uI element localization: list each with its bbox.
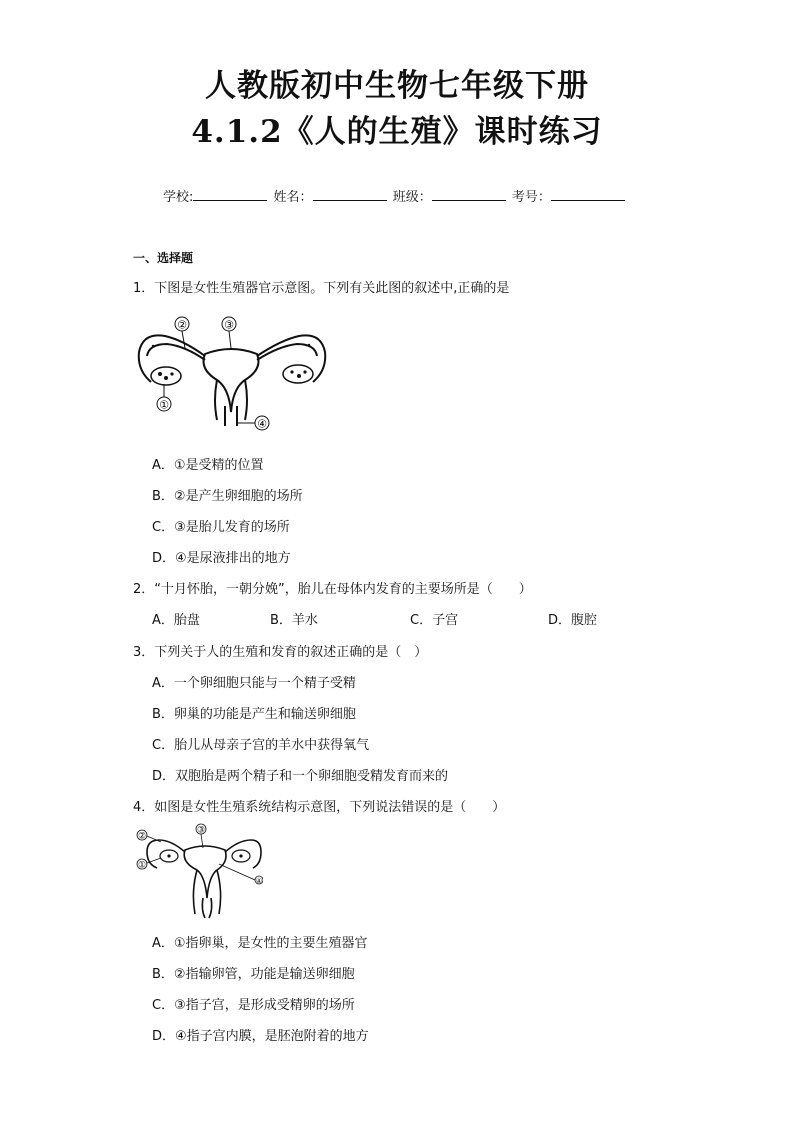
question-3-option-d: D．双胞胎是两个精子和一个卵细胞受精发育而来的 [152, 769, 449, 784]
school-label: 学校: [163, 190, 194, 205]
question-2-option-a: A．胎盘 [152, 613, 200, 628]
page-title-line1: 人教版初中生物七年级下册 [205, 68, 589, 104]
question-3-option-b: B．卵巢的功能是产生和输送卵细胞 [152, 707, 356, 722]
figure-female-reproductive-system-4 [133, 822, 263, 922]
name-blank[interactable] [313, 188, 387, 201]
question-1-stem: 1．下图是女性生殖器官示意图。下列有关此图的叙述中,正确的是 [133, 281, 510, 296]
question-2-option-c: C．子宫 [410, 613, 459, 628]
figure-4-label-3: ③ [196, 825, 206, 836]
figure-1-label-3: ③ [224, 318, 234, 332]
question-4-option-c: C．③指子宫，是形成受精卵的场所 [152, 998, 355, 1013]
figure-4-label-1: ① [137, 860, 147, 871]
figure-female-reproductive-organs-1 [133, 314, 333, 434]
exam-number-label: 考号： [511, 190, 551, 205]
question-3-option-c: C．胎儿从母亲子宫的羊水中获得氧气 [152, 738, 370, 753]
question-1-option-c: C．③是胎儿发育的场所 [152, 520, 290, 535]
figure-1-label-4: ④ [257, 417, 267, 431]
question-2-option-d: D．腹腔 [548, 613, 598, 628]
exam-number-blank[interactable] [551, 188, 625, 201]
question-4-stem: 4．如图是女性生殖系统结构示意图，下列说法错误的是（ ） [133, 800, 506, 815]
figure-4-label-4: ④ [255, 877, 263, 885]
question-2-stem: 2．“十月怀胎，一朝分娩”，胎儿在母体内发育的主要场所是（ ） [133, 582, 532, 597]
figure-4-label-2: ② [137, 831, 147, 842]
figure-1-label-1: ① [159, 398, 169, 412]
class-blank[interactable] [432, 188, 506, 201]
school-blank[interactable] [193, 188, 267, 201]
page-title-line2: 4.1.2《人的生殖》课时练习 [191, 114, 603, 150]
class-label: 班级： [392, 190, 432, 205]
question-1-option-a: A．①是受精的位置 [152, 458, 264, 473]
student-info-row [163, 186, 627, 205]
question-1-option-d: D．④是尿液排出的地方 [152, 551, 291, 566]
question-4-option-d: D．④指子宫内膜，是胚泡附着的地方 [152, 1029, 369, 1044]
figure-1-label-2: ② [177, 318, 187, 332]
question-4-option-b: B．②指输卵管，功能是输送卵细胞 [152, 967, 355, 982]
name-label: 姓名： [273, 190, 313, 205]
question-3-option-a: A．一个卵细胞只能与一个精子受精 [152, 676, 356, 691]
question-4-option-a: A．①指卵巢，是女性的主要生殖器官 [152, 936, 368, 951]
section-heading: 一、选择题 [133, 251, 194, 265]
question-2-option-b: B．羊水 [270, 613, 318, 628]
question-3-stem: 3．下列关于人的生殖和发育的叙述正确的是（ ） [133, 645, 428, 660]
question-1-option-b: B．②是产生卵细胞的场所 [152, 489, 303, 504]
